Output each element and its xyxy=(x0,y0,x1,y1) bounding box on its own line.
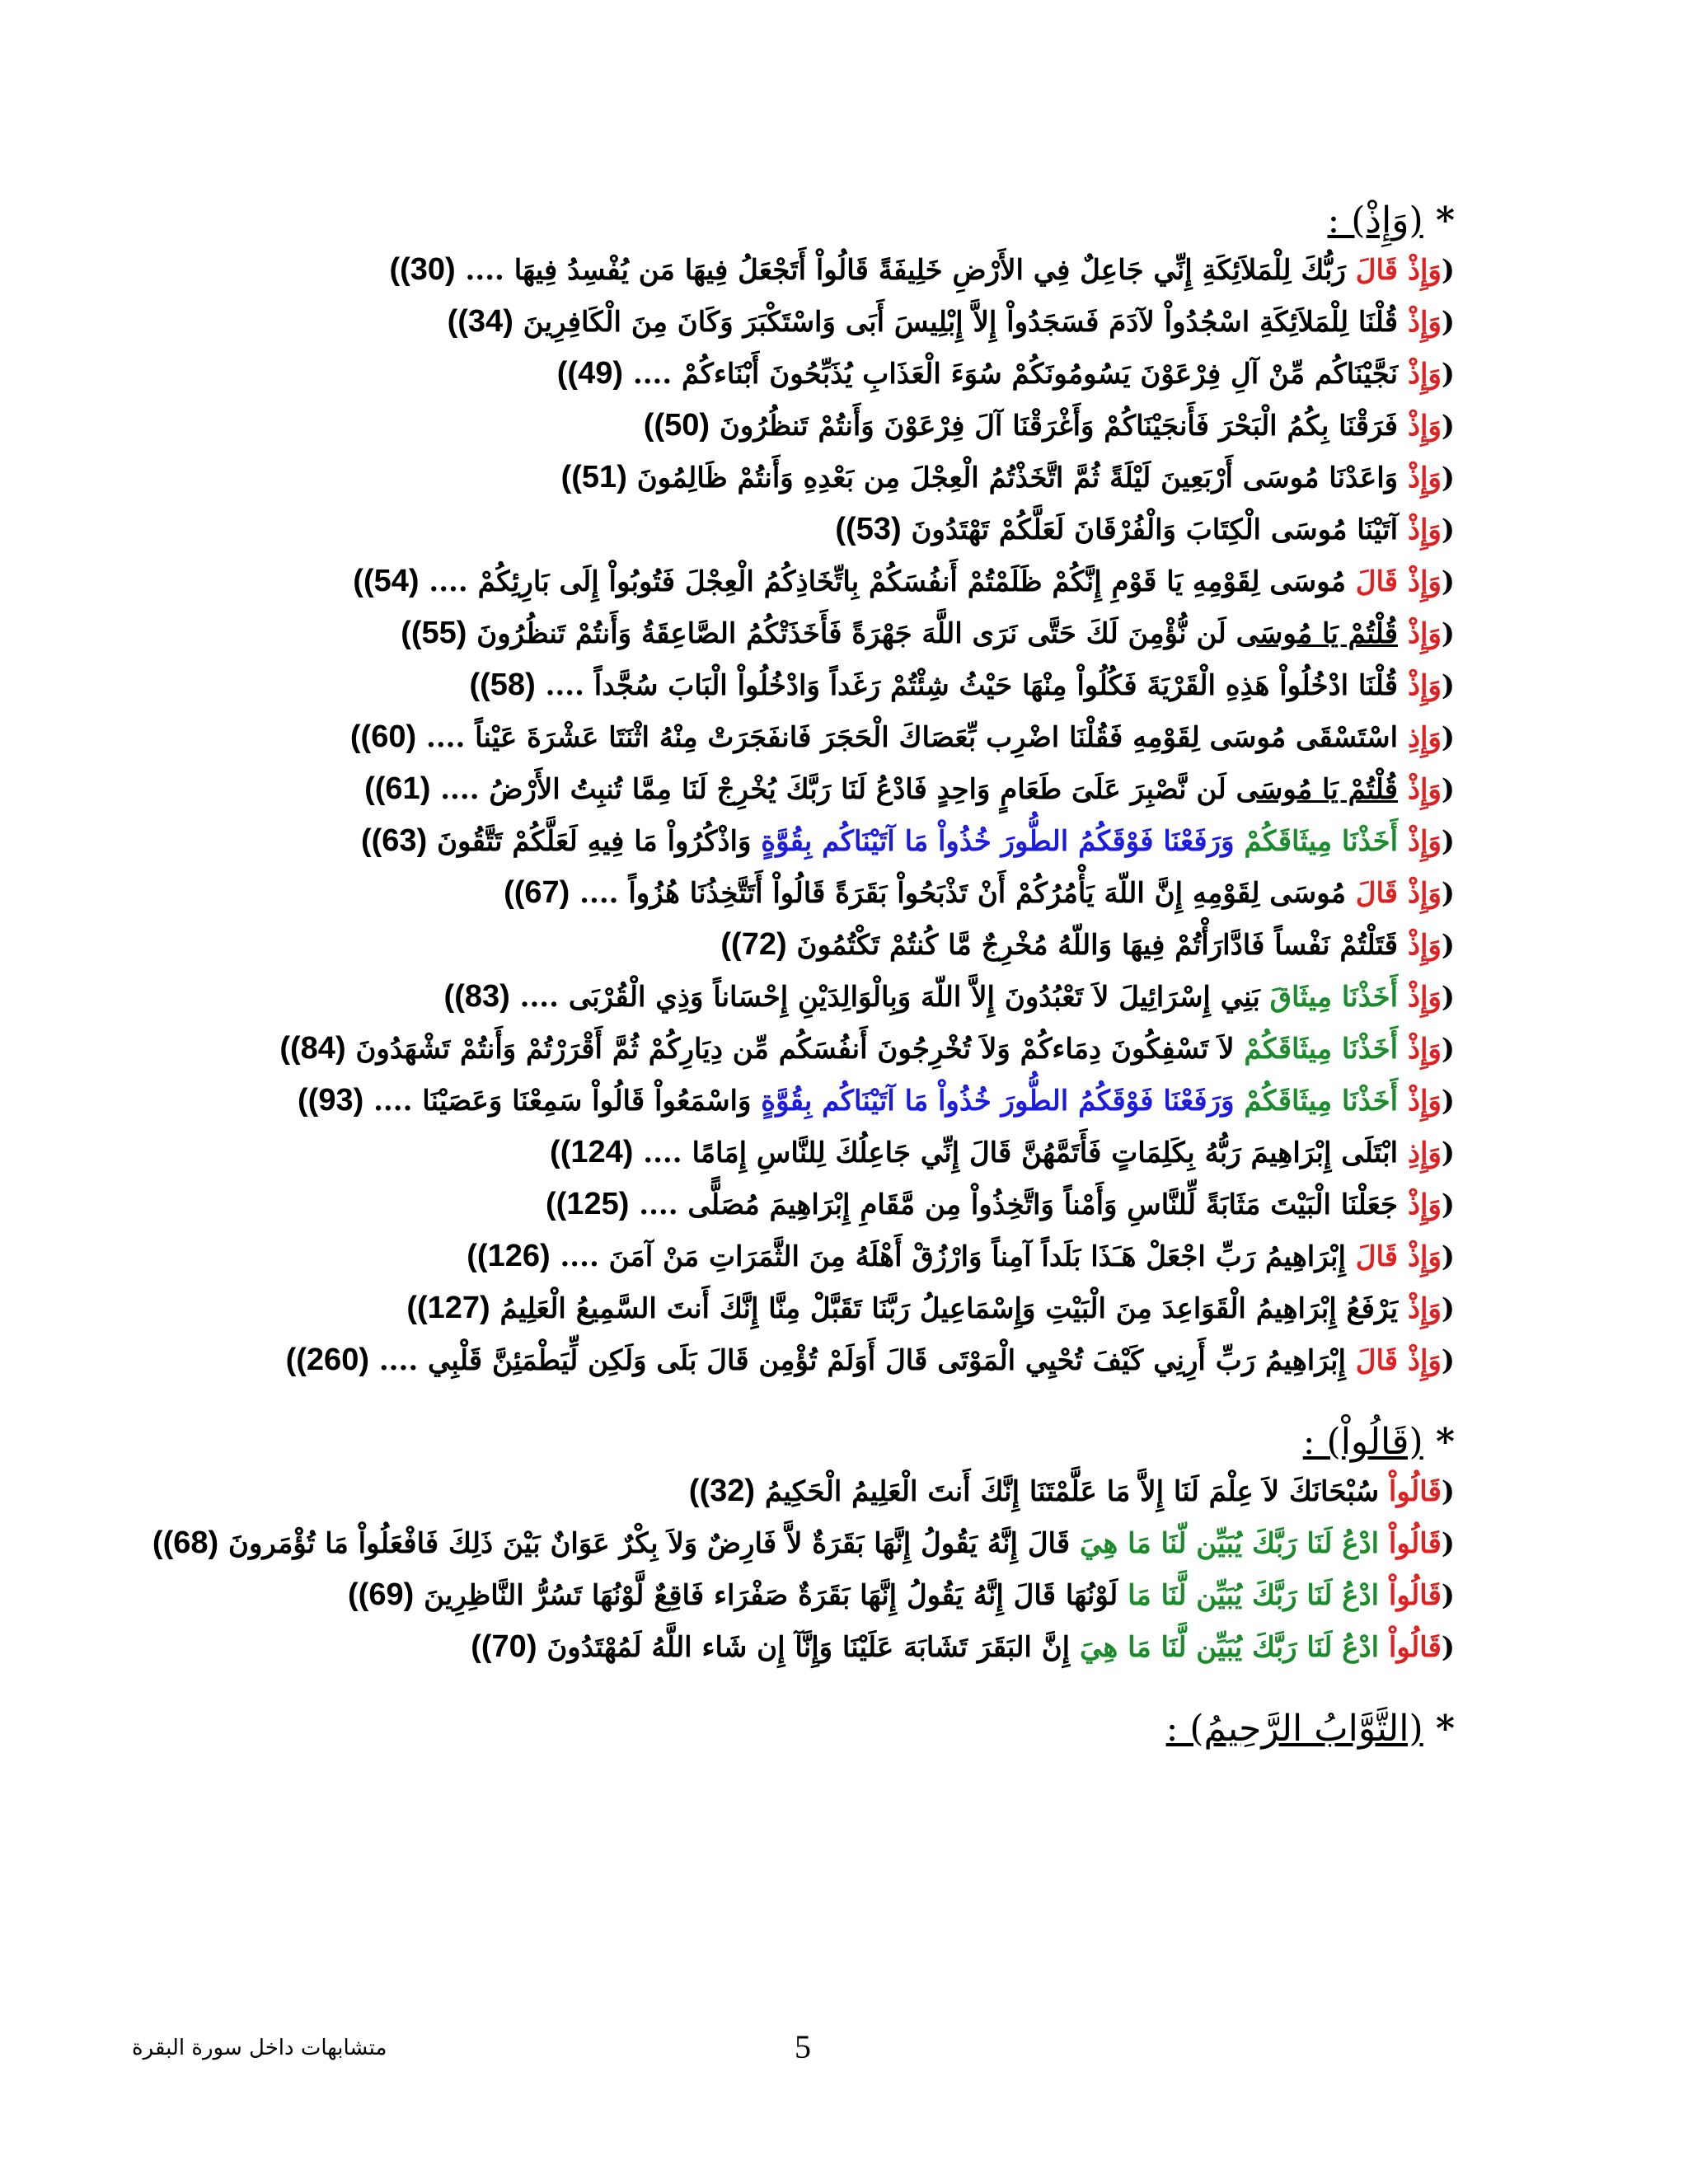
verse-segment: وَإِذْ xyxy=(1398,825,1442,858)
verse-line xyxy=(354,971,1455,1023)
verse-number: (67)) xyxy=(504,875,570,910)
verse-segment: وَإِذْ xyxy=(1398,565,1442,598)
verse-segment: ( xyxy=(1441,358,1455,391)
verse-segment: ( xyxy=(1441,929,1455,962)
verse-segment: وَإِذْ xyxy=(1398,410,1442,443)
verse-number: (32)) xyxy=(688,1474,756,1508)
verse-number: (126)) xyxy=(467,1239,551,1273)
verse-segment: وَإِذْ xyxy=(1398,981,1442,1014)
page-number: 5 xyxy=(795,2028,811,2065)
verse-line xyxy=(354,867,1455,919)
verse-segment: ( xyxy=(1441,669,1455,702)
section-heading: * (قَالُواْ) : xyxy=(1302,1421,1455,1463)
verse-segment: لَن نَّصْبِرَ عَلَىَ طَعَامٍ وَاحِدٍ فَادْعُ لَنَا رَبَّكَ يُخْرِجْ لَنَا مِمَّا تُنبِتُ الأَرْضُ .... xyxy=(430,773,1236,806)
verse-line xyxy=(354,919,1455,971)
verse-line xyxy=(354,1230,1455,1282)
verse-segment: قَالَ xyxy=(1345,877,1399,910)
verse-number: (58)) xyxy=(469,668,536,702)
verse-number: (49)) xyxy=(556,356,624,391)
verse-segment: وَإِذِ xyxy=(1398,721,1442,754)
verse-line xyxy=(354,1179,1455,1230)
verse-segment: مُوسَى لِقَوْمِهِ إِنَّ اللّهَ يَأْمُرُكُمْ أَنْ تَذْبَحُواْ بَقَرَةً قَالُواْ أَتَتَّخِذُنَا هُزُواً .... xyxy=(570,877,1346,910)
verse-segment: وَرَفَعْنَا فَوْقَكُمُ الطُّورَ خُذُواْ مَا آتَيْنَاكُم بِقُوَّةٍ xyxy=(761,825,1235,858)
verse-segment: ( xyxy=(1441,1527,1455,1560)
verse-number: (93)) xyxy=(298,1083,364,1118)
verse-line xyxy=(279,1023,1455,1075)
verse-segment: ( xyxy=(1441,1188,1455,1221)
verse-segment: ( xyxy=(1441,981,1455,1014)
verse-segment: قَالَ xyxy=(1345,254,1399,287)
verse-number: (34)) xyxy=(447,304,513,339)
verse-segment: وَاسْمَعُواْ قَالُواْ سَمِعْنَا وَعَصَيْنَا .... xyxy=(363,1085,762,1118)
verse-segment: وَإِذْ xyxy=(1398,306,1442,339)
verse-segment: أَخَذْنَا مِيثَاقَكُمْ xyxy=(1234,825,1399,858)
verse-line xyxy=(354,1282,1455,1334)
verse-line xyxy=(354,763,1455,815)
verse-number: (83)) xyxy=(443,979,510,1014)
verse-segment: قُلْتُمْ يَا مُوسَى xyxy=(1236,773,1399,806)
verse-segment: وَإِذْ xyxy=(1398,1292,1442,1325)
verse-number: (70)) xyxy=(471,1629,537,1664)
verse-segment: قَالَ xyxy=(1345,1240,1399,1273)
verse-segment: ( xyxy=(1441,1344,1455,1377)
verse-number: (124)) xyxy=(550,1135,634,1169)
verse-segment: ( xyxy=(1441,254,1455,287)
verse-segment: رَبُّكَ لِلْمَلاَئِكَةِ إِنِّي جَاعِلٌ فِي الأَرْضِ خَلِيفَةً قَالُواْ أَتَجْعَلُ فِيهَا مَن يُفْسِدُ فِيهَا .... xyxy=(455,254,1346,287)
verse-segment: أَخَذْنَا مِيثَاقَكُمْ xyxy=(1234,1085,1399,1118)
verse-line xyxy=(354,244,1455,296)
verse-segment: وَإِذِ xyxy=(1398,1137,1442,1169)
verse-segment: إِنَّ البَقَرَ تَشَابَهَ عَلَيْنَا وَإِنَّآ إِن شَاء اللَّهُ لَمُهْتَدُونَ xyxy=(537,1631,1071,1664)
verse-segment: ( xyxy=(1441,1631,1455,1664)
verse-line xyxy=(354,1127,1455,1179)
verse-segment: ( xyxy=(1441,825,1455,858)
verse-line xyxy=(354,400,1455,452)
verse-number: (127)) xyxy=(406,1291,490,1325)
section-heading: * (التَّوَّابُ الرَّحِيمُ) : xyxy=(1165,1708,1455,1750)
verse-segment: وَاعَدْنَا مُوسَى أَرْبَعِينَ لَيْلَةً ثُمَّ اتَّخَذْتُمُ الْعِجْلَ مِن بَعْدِهِ وَأَنتُمْ ظَالِمُونَ xyxy=(626,462,1399,494)
verse-number: (50)) xyxy=(643,408,710,443)
verse-line xyxy=(348,1569,1455,1621)
verse-segment: اسْتَسْقَى مُوسَى لِقَوْمِهِ فَقُلْنَا اضْرِب بِّعَصَاكَ الْحَجَرَ فَانفَجَرَتْ مِنْهُ اثْنَتَا عَشْرَةَ عَيْناً .... xyxy=(416,721,1399,754)
verse-number: (55)) xyxy=(401,616,467,650)
verse-segment: وَإِذْ xyxy=(1398,513,1442,546)
verse-segment: وَإِذْ xyxy=(1398,462,1442,494)
verse-number: (68)) xyxy=(152,1526,219,1560)
verse-segment: ابْتَلَى إِبْرَاهِيمَ رَبُّهُ بِكَلِمَاتٍ فَأَتَمَّهُنَّ قَالَ إِنِّي جَاعِلُكَ لِلنَّاسِ إِمَامًا .... xyxy=(633,1137,1399,1169)
section xyxy=(354,1706,1455,1752)
verse-segment: وَرَفَعْنَا فَوْقَكُمُ الطُّورَ خُذُواْ مَا آتَيْنَاكُم بِقُوَّةٍ xyxy=(761,1085,1235,1118)
verse-segment: قَالُواْ xyxy=(1379,1475,1442,1508)
verse-line xyxy=(354,504,1455,555)
verse-line xyxy=(152,1517,1455,1569)
verse-segment: ادْعُ لَنَا رَبَّكَ يُبَيِّن لّنَا مَا هِيَ xyxy=(1070,1527,1380,1560)
verse-number: (54)) xyxy=(353,564,420,598)
verse-segment: وَإِذْ xyxy=(1398,358,1442,391)
verse-number: (72)) xyxy=(720,927,787,962)
verse-number: (61)) xyxy=(364,771,431,806)
footer-title: متشابهات داخل سورة البقرة xyxy=(132,2036,387,2060)
verse-segment: ( xyxy=(1441,1137,1455,1169)
verse-segment: ( xyxy=(1441,513,1455,546)
verse-segment: آتَيْنَا مُوسَى الْكِتَابَ وَالْفُرْقَانَ لَعَلَّكُمْ تَهْتَدُونَ xyxy=(901,513,1399,546)
verse-segment: قَالَ إِنَّهُ يَقُولُ إِنَّهَا بَقَرَةٌ لاَّ فَارِضٌ وَلاَ بِكْرٌ عَوَانٌ بَيْنَ ذَلِكَ فَافْعَلُواْ مَا تُؤْمَرونَ xyxy=(218,1527,1071,1560)
verse-segment: قَالُواْ xyxy=(1379,1527,1442,1560)
verse-segment: وَإِذْ xyxy=(1398,877,1442,910)
verse-segment: لاَ تَسْفِكُونَ دِمَاءكُمْ وَلاَ تُخْرِجُونَ أَنفُسَكُم مِّن دِيَارِكُمْ ثُمَّ أَقْرَرْتُمْ وَأَنتُمْ تَشْهَدُونَ xyxy=(345,1033,1235,1066)
verse-segment: ( xyxy=(1441,306,1455,339)
verse-segment: إِبْرَاهِيمُ رَبِّ أَرِنِي كَيْفَ تُحْيِي الْمَوْتَى قَالَ أَوَلَمْ تُؤْمِن قَالَ بَلَى وَلَكِن لِّيَطْمَئِنَّ قَلْبِي .... xyxy=(368,1344,1346,1377)
verse-segment: وَإِذْ xyxy=(1398,1033,1442,1066)
verse-line xyxy=(285,1334,1455,1386)
section xyxy=(279,198,1455,1386)
verse-number: (60)) xyxy=(349,719,417,754)
verse-segment: ادْعُ لَنَا رَبَّكَ يُبَيِّن لَّنَا مَا xyxy=(1118,1579,1380,1612)
verse-line xyxy=(349,711,1455,763)
verse-segment: ( xyxy=(1441,773,1455,806)
verse-segment: ( xyxy=(1441,1579,1455,1612)
verse-segment: وَإِذْ xyxy=(1398,929,1442,962)
verse-segment: وَإِذْ xyxy=(1398,254,1442,287)
verse-number: (30)) xyxy=(389,252,456,287)
verse-line xyxy=(354,1621,1455,1673)
verse-line xyxy=(354,452,1455,504)
verse-number: (63)) xyxy=(360,823,428,858)
verse-segment: قَالَ xyxy=(1345,565,1399,598)
verse-segment: وَإِذْ xyxy=(1398,1344,1442,1377)
verse-segment: قَالَ xyxy=(1345,1344,1399,1377)
verse-segment: لَوْنُهَا قَالَ إِنَّهُ يَقُولُ إِنَّهَا بَقَرَةٌ صَفْرَاء فَاقِعٌ لَّوْنُهَا تَسُرُّ النَّاظِرِينَ xyxy=(414,1579,1118,1612)
verse-number: (69)) xyxy=(348,1577,415,1612)
verse-number: (84)) xyxy=(279,1031,346,1066)
verse-segment: بَنِي إِسْرَائِيلَ لاَ تَعْبُدُونَ إِلاَّ اللّهَ وَبِالْوَالِدَيْنِ إِحْسَاناً وَذِي الْقُرْبَى .... xyxy=(509,981,1260,1014)
document-content xyxy=(152,198,1455,1785)
verse-number: (260)) xyxy=(285,1343,369,1377)
verse-segment: وَإِذْ xyxy=(1398,773,1442,806)
verse-number: (53)) xyxy=(835,512,902,546)
verse-segment: مُوسَى لِقَوْمِهِ يَا قَوْمِ إِنَّكُمْ ظَلَمْتُمْ أَنفُسَكُمْ بِاتِّخَاذِكُمُ الْعِجْلَ فَتُوبُواْ إِلَى بَارِئِكُمْ .... xyxy=(419,565,1346,598)
verse-segment: قُلْتُمْ يَا مُوسَى xyxy=(1236,617,1399,650)
verse-segment: أَخَذْنَا مِيثَاقَ xyxy=(1259,981,1399,1014)
verse-segment: فَرَقْنَا بِكُمُ الْبَحْرَ فَأَنجَيْنَاكُمْ وَأَغْرَقْنَا آلَ فِرْعَوْنَ وَأَنتُمْ تَنظُرُونَ xyxy=(710,410,1399,443)
verse-segment: ( xyxy=(1441,1292,1455,1325)
verse-segment: يَرْفَعُ إِبْرَاهِيمُ الْقَوَاعِدَ مِنَ الْبَيْتِ وَإِسْمَاعِيلُ رَبَّنَا تَقَبَّلْ مِنَّا إِنَّكَ أَنتَ السَّمِيعُ الْعَلِيمُ xyxy=(490,1292,1399,1325)
verse-segment: قَالُواْ xyxy=(1379,1579,1442,1612)
verse-segment: جَعَلْنَا الْبَيْتَ مَثَابَةً لِّلنَّاسِ وَأَمْناً وَاتَّخِذُواْ مِن مَّقَامِ إِبْرَاهِيمَ مُصَلًّى .... xyxy=(629,1188,1399,1221)
verse-segment: وَاذْكُرُواْ مَا فِيهِ لَعَلَّكُمْ تَتَّقُونَ xyxy=(427,825,762,858)
verse-line xyxy=(354,296,1455,348)
verse-number: (125)) xyxy=(546,1187,630,1221)
verse-segment: ( xyxy=(1441,462,1455,494)
verse-segment: ( xyxy=(1441,565,1455,598)
verse-number: (51)) xyxy=(560,460,627,494)
verse-line xyxy=(354,607,1455,659)
section-heading: * (وَإِذْ) : xyxy=(1327,199,1455,241)
verse-segment: ( xyxy=(1441,410,1455,443)
section xyxy=(152,1419,1455,1673)
verse-segment: ( xyxy=(1441,617,1455,650)
verse-segment: ( xyxy=(1441,1475,1455,1508)
verse-segment: قُلْنَا لِلْمَلاَئِكَةِ اسْجُدُواْ لآدَمَ فَسَجَدُواْ إِلاَّ إِبْلِيسَ أَبَى وَاسْتَكْبَرَ وَكَانَ مِنَ الْكَافِرِينَ xyxy=(513,306,1399,339)
verse-segment: قَتَلْتُمْ نَفْساً فَادَّارَأْتُمْ فِيهَا وَاللّهُ مُخْرِجٌ مَّا كُنتُمْ تَكْتُمُونَ xyxy=(786,929,1399,962)
verse-segment: لَن نُّؤْمِنَ لَكَ حَتَّى نَرَى اللَّهَ جَهْرَةً فَأَخَذَتْكُمُ الصَّاعِقَةُ وَأَنتُمْ تَنظُرُونَ xyxy=(467,617,1236,650)
verse-segment: ( xyxy=(1441,1085,1455,1118)
verse-segment: ( xyxy=(1441,721,1455,754)
verse-line xyxy=(354,815,1455,867)
verse-segment: وَإِذْ xyxy=(1398,1188,1442,1221)
verse-segment: ( xyxy=(1441,1240,1455,1273)
verse-segment: قَالُواْ xyxy=(1379,1631,1442,1664)
verse-segment: ادْعُ لَنَا رَبَّكَ يُبَيِّن لَّنَا مَا هِيَ xyxy=(1070,1631,1380,1664)
verse-line xyxy=(354,348,1455,400)
verse-line xyxy=(298,1075,1455,1127)
verse-segment: وَإِذْ xyxy=(1398,1240,1442,1273)
verse-segment: قُلْنَا ادْخُلُواْ هَذِهِ الْقَرْيَةَ فَكُلُواْ مِنْهَا حَيْثُ شِئْتُمْ رَغَداً وَادْخُلُواْ الْبَابَ سُجَّداً .... xyxy=(535,669,1399,702)
verse-segment: سُبْحَانَكَ لاَ عِلْمَ لَنَا إِلاَّ مَا عَلَّمْتَنَا إِنَّكَ أَنتَ الْعَلِيمُ الْحَكِيمُ xyxy=(755,1475,1380,1508)
verse-segment: إِبْرَاهِيمُ رَبِّ اجْعَلْ هَـَذَا بَلَداً آمِناً وَارْزُقْ أَهْلَهُ مِنَ الثَّمَرَاتِ مَنْ آمَنَ .... xyxy=(550,1240,1346,1273)
verse-line xyxy=(354,555,1455,607)
verse-segment: وَإِذْ xyxy=(1398,1085,1442,1118)
verse-segment: ( xyxy=(1441,1033,1455,1066)
verse-line xyxy=(354,1465,1455,1517)
verse-line xyxy=(354,659,1455,711)
verse-segment: وَإِذْ xyxy=(1398,669,1442,702)
verse-segment: ( xyxy=(1441,877,1455,910)
verse-segment: أَخَذْنَا مِيثَاقَكُمْ xyxy=(1234,1033,1399,1066)
verse-segment: وَإِذْ xyxy=(1398,617,1442,650)
verse-segment: نَجَّيْنَاكُم مِّنْ آلِ فِرْعَوْنَ يَسُومُونَكُمْ سُوَءَ الْعَذَابِ يُذَبِّحُونَ أَبْنَاءكُمْ .... xyxy=(623,358,1399,391)
